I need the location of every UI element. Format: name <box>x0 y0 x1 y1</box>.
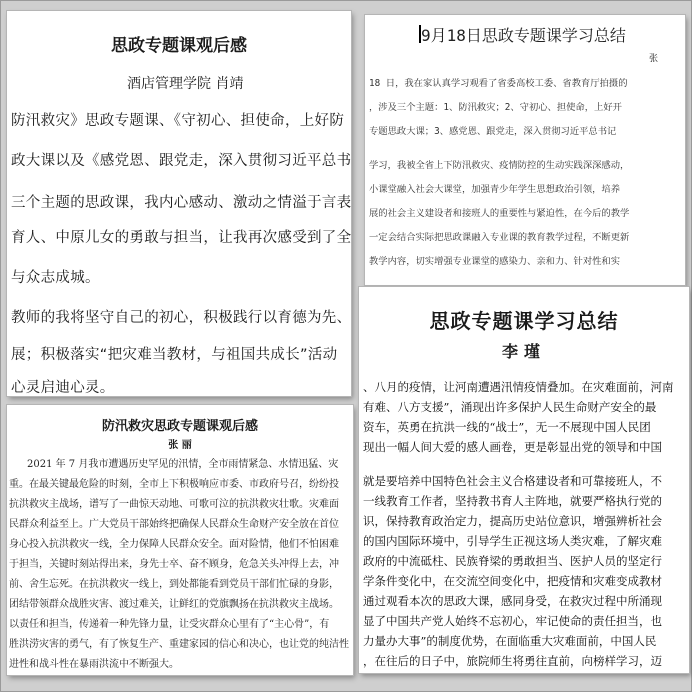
page-title: 9月18日思政专题课学习总结 <box>421 26 626 45</box>
text-line: 2021 年 7 月我市遭遇历史罕见的汛情，全市雨情紧急、水情迅猛、灾 <box>27 459 339 470</box>
text-line: 、八月的疫情，让河南遭遇汛情疫情叠加。在灾难面前，河南 <box>363 380 674 394</box>
text-line: 识，保持教育政治定力，提高历史站位意识，增强辨析社会 <box>363 514 662 528</box>
text-line: 教学内容，切实增强专业课堂的感染力、亲和力、针对性和实 <box>369 256 621 267</box>
text-line: 以责任和担当，传递着一种先锋力量，让受灾群众心里有了“主心骨”，有 <box>9 619 330 630</box>
author-line: 酒店管理学院 肖靖 <box>127 76 244 92</box>
text-line: 有难、八方支援”，涌现出许多保护人民生命财产安全的最 <box>363 400 657 414</box>
text-line: 政府的中流砥柱、民族脊梁的勇敢担当、医护人员的坚定行 <box>363 554 662 568</box>
text-line: 心灵启迪心灵。 <box>11 380 115 396</box>
text-line: 育人、中原儿女的勇敢与担当，让我再次感受到了全 <box>11 230 351 246</box>
text-line: 力量办大事”的制度优势，在面临重大灾难面前，中国人民 <box>363 634 657 648</box>
text-line: 通过观看本次的思政大课，感同身受，在救灾过程中所涌现 <box>363 594 662 608</box>
text-line: 展的社会主义建设者和接班人的重要性与紧迫性，在今后的教学 <box>369 208 630 219</box>
text-line: 于担当，关键时刻站得出来，身先士卒、奋不顾身，危急关头冲得上去，冲 <box>9 559 339 570</box>
text-line: 18 日，我在家认真学习观看了省委高校工委、省教育厅拍摄的 <box>369 78 628 89</box>
text-line: 团结带领群众战胜灾害、渡过难关，让鲜红的党旗飘扬在抗洪救灾主战场。 <box>9 599 339 610</box>
text-line: 一定会结合实际把思政课融入专业课的教育教学过程，不断更新 <box>369 232 630 243</box>
text-line: 展；积极落实“把灾难当教材，与祖国共成长”活动 <box>11 347 338 363</box>
text-line: 民群众利益至上。广大党员干部始终把确保人民群众生命财产安全放在首位 <box>9 519 339 530</box>
text-line: 与众志成城。 <box>11 270 100 286</box>
text-line: 政大课以及《感党恩、跟党走，深入贯彻习近平总书 <box>11 153 351 169</box>
author-line: 张 <box>649 54 659 64</box>
text-line: ，在往后的日子中，旅院师生将勇往直前，向榜样学习，迈 <box>363 654 662 668</box>
text-line: 学习，我被全省上下防汛救灾、疫情防控的生动实践深深感动， <box>369 160 630 171</box>
text-line: 三个主题的思政课，我内心感动、激动之情溢于言表 <box>11 195 351 211</box>
page-title: 思政专题课学习总结 <box>429 309 619 333</box>
text-line: 胜洪涝灾害的勇气，有了恢复生产、重建家园的信心和决心，也让党的纯洁性 <box>9 639 349 650</box>
document-panel-top-right <box>365 15 685 285</box>
page-title: 防汛救灾思政专题课观后感 <box>101 419 258 434</box>
text-line: 学条件变化中，在交流空间变化中，把疫情和灾难变成教材 <box>363 574 662 588</box>
text-line: 一线教育工作者，坚持教书育人主阵地，就要严格执行党的 <box>363 494 662 508</box>
text-line: 身心投入抗洪救灾一线，全力保障人民群众安全。面对险情，他们不怕困难 <box>9 539 339 550</box>
text-line: 进性和战斗性在暴雨洪流中不断强大。 <box>9 659 179 670</box>
text-line: 抗洪救灾主战场，谱写了一曲惊天动地、可歌可泣的抗洪救灾壮歌。灾难面 <box>9 499 339 510</box>
author-line: 张 丽 <box>168 440 192 451</box>
text-line: 小课堂融入社会大课堂，加强青少年学生思想政治引领，培养 <box>369 184 621 195</box>
text-line: 的国内国际环境中，引导学生正视这场人类灾难，了解灾难 <box>363 534 662 548</box>
text-line: 重。在最关键最危险的时刻，全市上下积极响应市委、市政府号召，纷纷投 <box>9 479 339 490</box>
text-line: 教师的我将坚守自己的初心，积极践行以育德为先、 <box>11 310 351 326</box>
author-line: 李瑾 <box>501 342 546 361</box>
text-line: ，涉及三个主题：1、防汛救灾；2、守初心、担使命，上好开 <box>369 102 622 113</box>
text-line: 防汛救灾》思政专题课、《守初心、担使命，上好防 <box>11 113 345 129</box>
document-panel-top-left <box>7 11 351 396</box>
text-line: 就是要培养中国特色社会主义合格建设者和可靠接班人，不 <box>363 474 662 488</box>
text-line: 现出一幅人间大爱的感人画卷，更是彰显出党的领导和中国 <box>363 440 662 454</box>
text-line: 前、舍生忘死。在抗洪救灾一线上，到处都能看到党员干部们忙碌的身影， <box>9 579 339 590</box>
text-line: 资车，英勇在抗洪一线的“战士”，无一不展现中国人民团 <box>363 420 651 434</box>
text-line: 专题思政大课；3、感党恩、跟党走，深入贯彻习近平总书记 <box>369 126 617 137</box>
document-panel-bottom-right <box>359 287 689 673</box>
page-title: 思政专题课观后感 <box>111 36 247 56</box>
text-line: 显了中国共产党人始终不忘初心，牢记使命的责任担当，也 <box>363 614 662 628</box>
document-panel-bottom-left <box>7 405 353 675</box>
